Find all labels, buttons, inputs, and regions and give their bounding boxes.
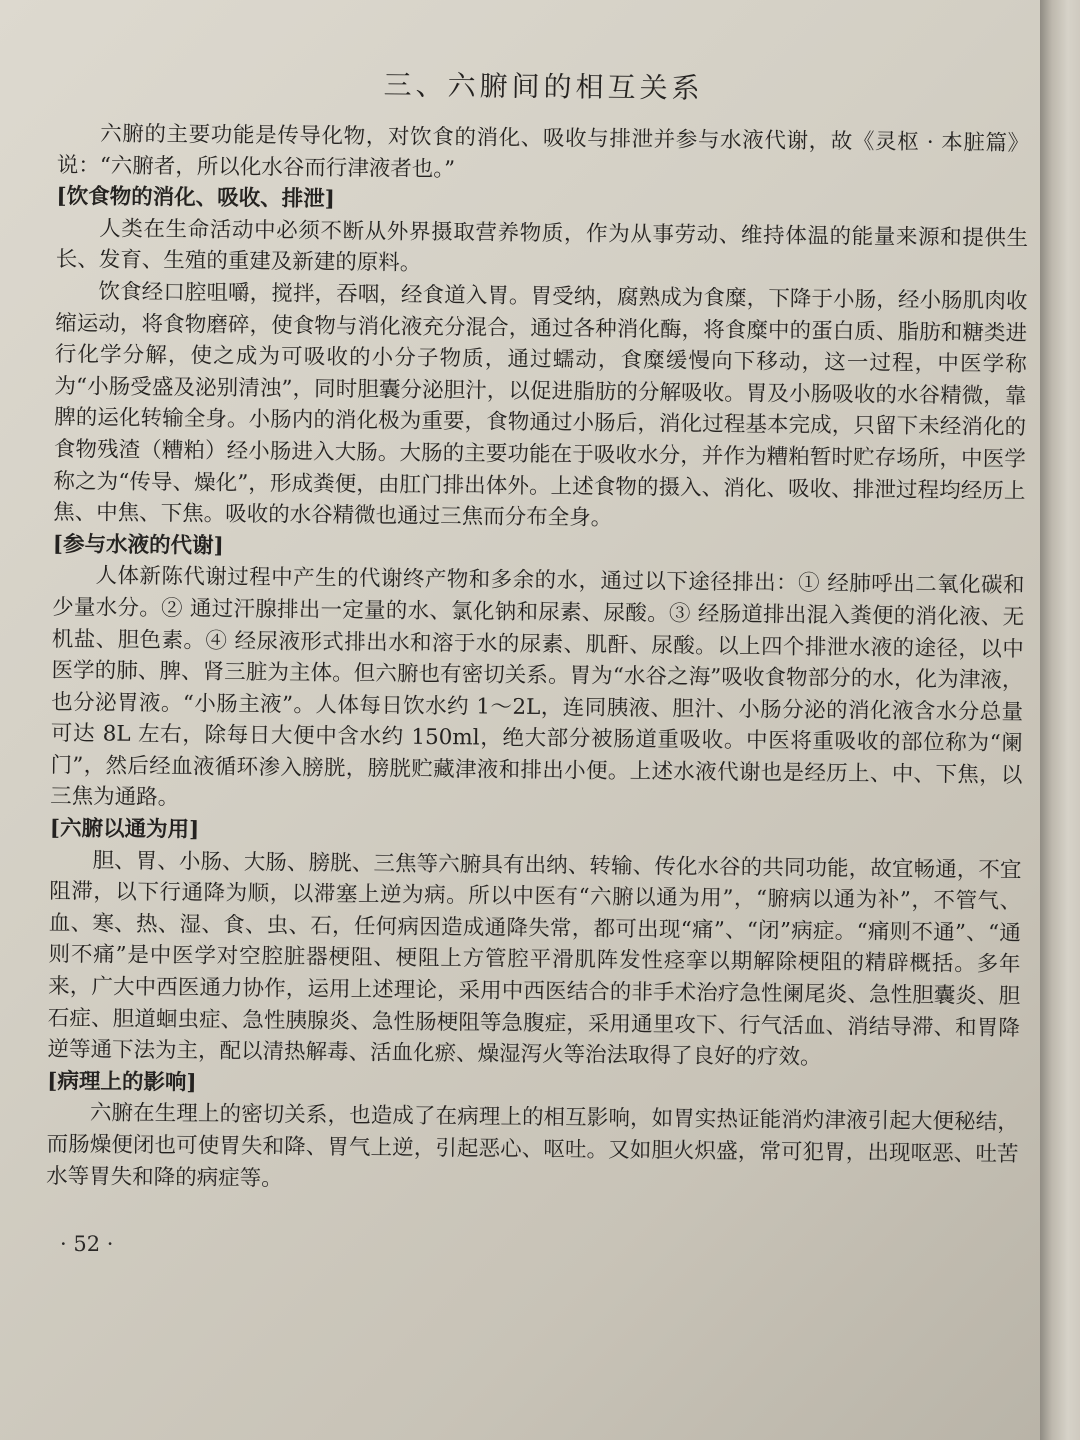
page-number: · 52 · [60, 1232, 114, 1256]
paragraph: 人体新陈代谢过程中产生的代谢终产物和多余的水，通过以下途径排出：① 经肺呼出二氧化碳和少量水分。② 通过汗腺排出一定量的水、氯化钠和尿素、尿酸。③ 经肠道排出混入粪便的消化液、无机盐、胆色素。④ 经尿液形式排出水和溶于水的尿素、肌酐、尿酸。以上四个排泄水液的途径，以中医学的肺、脾、肾三脏为主体。但六腑也有密切关系。胃为“水谷之海”吸收食物部分的水，化为津液，也分泌胃液。“小肠主液”。人体每日饮水约 1～2L，连同胰液、胆汁、小肠分泌的消化液含水分总量可达 8L 左右，除每日大便中含水约 150ml，绝大部分被肠道重吸收。中医将重吸收的部位称为“阑门”，然后经血液循环渗入膀胱，膀胱贮藏津液和排出小便。上述水液代谢也是经历上、中、下焦，以三焦为通路。 [50, 563, 1025, 811]
paragraph: 饮食经口腔咀嚼，搅拌，吞咽，经食道入胃。胃受纳，腐熟成为食糜，下降于小肠，经小肠肌肉收缩运动，将食物磨碎，使食物与消化液充分混合，通过各种消化酶，将食糜中的蛋白质、脂肪和糖类进行化学分解，使之成为可吸收的小分子物质，通过蠕动，食糜缓慢向下移动，这一过程，中医学称为“小肠受盛及泌别清浊”，同时胆囊分泌胆汁，以促进脂肪的分解吸收。胃及小肠吸收的水谷精微，靠脾的运化转输全身。小肠内的消化极为重要，食物通过小肠后，消化过程基本完成，只留下未经消化的食物残渣（糟粕）经小肠进入大肠。大肠的主要功能在于吸收水分，并作为糟粕暂时贮存场所，中医学称之为“传导、燥化”，形成粪便，由肛门排出体外。上述食物的摄入、消化、吸收、排泄过程均经历上焦、中焦、下焦。吸收的水谷精微也通过三焦而分布全身。 [53, 279, 1028, 531]
subheading-pathology: [病理上的影响] [47, 1068, 197, 1096]
paragraph: 六腑在生理上的密切关系，也造成了在病理上的相互影响，如胃实热证能消灼津液引起大便秘结，而肠燥便闭也可使胃失和降、胃气上逆，引起恶心、呕吐。又如胆火炽盛，常可犯胃，出现呕恶、吐苦水等胃失和降的病症等。 [46, 1100, 1019, 1192]
intro-paragraph: 六腑的主要功能是传导化物，对饮食的消化、吸收与排泄并参与水液代谢，故《灵枢 · 本脏篇》说：“六腑者，所以化水谷而行津液者也。” [56, 121, 1030, 182]
subheading-water-metabolism: [参与水液的代谢] [52, 531, 224, 559]
section-title: 三、六腑间的相互关系 [383, 68, 704, 105]
subheading-digestion: [饮食物的消化、吸收、排泄] [56, 184, 335, 213]
page-content [46, 52, 1030, 1202]
paragraph: 人类在生命活动中必须不断从外界摄取营养物质，作为从事劳动、维持体温的能量来源和提供生长、发育、生殖的重建及新建的原料。 [55, 216, 1029, 277]
subheading-tongyong: [六腑以通为用] [49, 816, 200, 843]
next-page-edge [1040, 0, 1080, 1440]
paragraph: 胆、胃、小肠、大肠、膀胱、三焦等六腑具有出纳、转输、传化水谷的共同功能，故宜畅通，不宜阻滞，以下行通降为顺，以滞塞上逆为病。所以中医有“六腑以通为用”，“腑病以通为补”，不管气、血、寒、热、湿、食、虫、石，任何病因造成通降失常，都可出现“痛”、“闭”病症。“痛则不通”、“通则不痛”是中医学对空腔脏器梗阻、梗阻上方管腔平滑肌阵发性痉挛以期解除梗阻的精辟概括。多年来，广大中西医通力协作，运用上述理论，采用中西医结合的非手术治疗急性阑尾炎、急性胆囊炎、胆石症、胆道蛔虫症、急性胰腺炎、急性肠梗阻等急腹症，采用通里攻下、行气活血、消结导滞、和胃降逆等通下法为主，配以清热解毒、活血化瘀、燥湿泻火等治法取得了良好的疗效。 [47, 848, 1022, 1071]
